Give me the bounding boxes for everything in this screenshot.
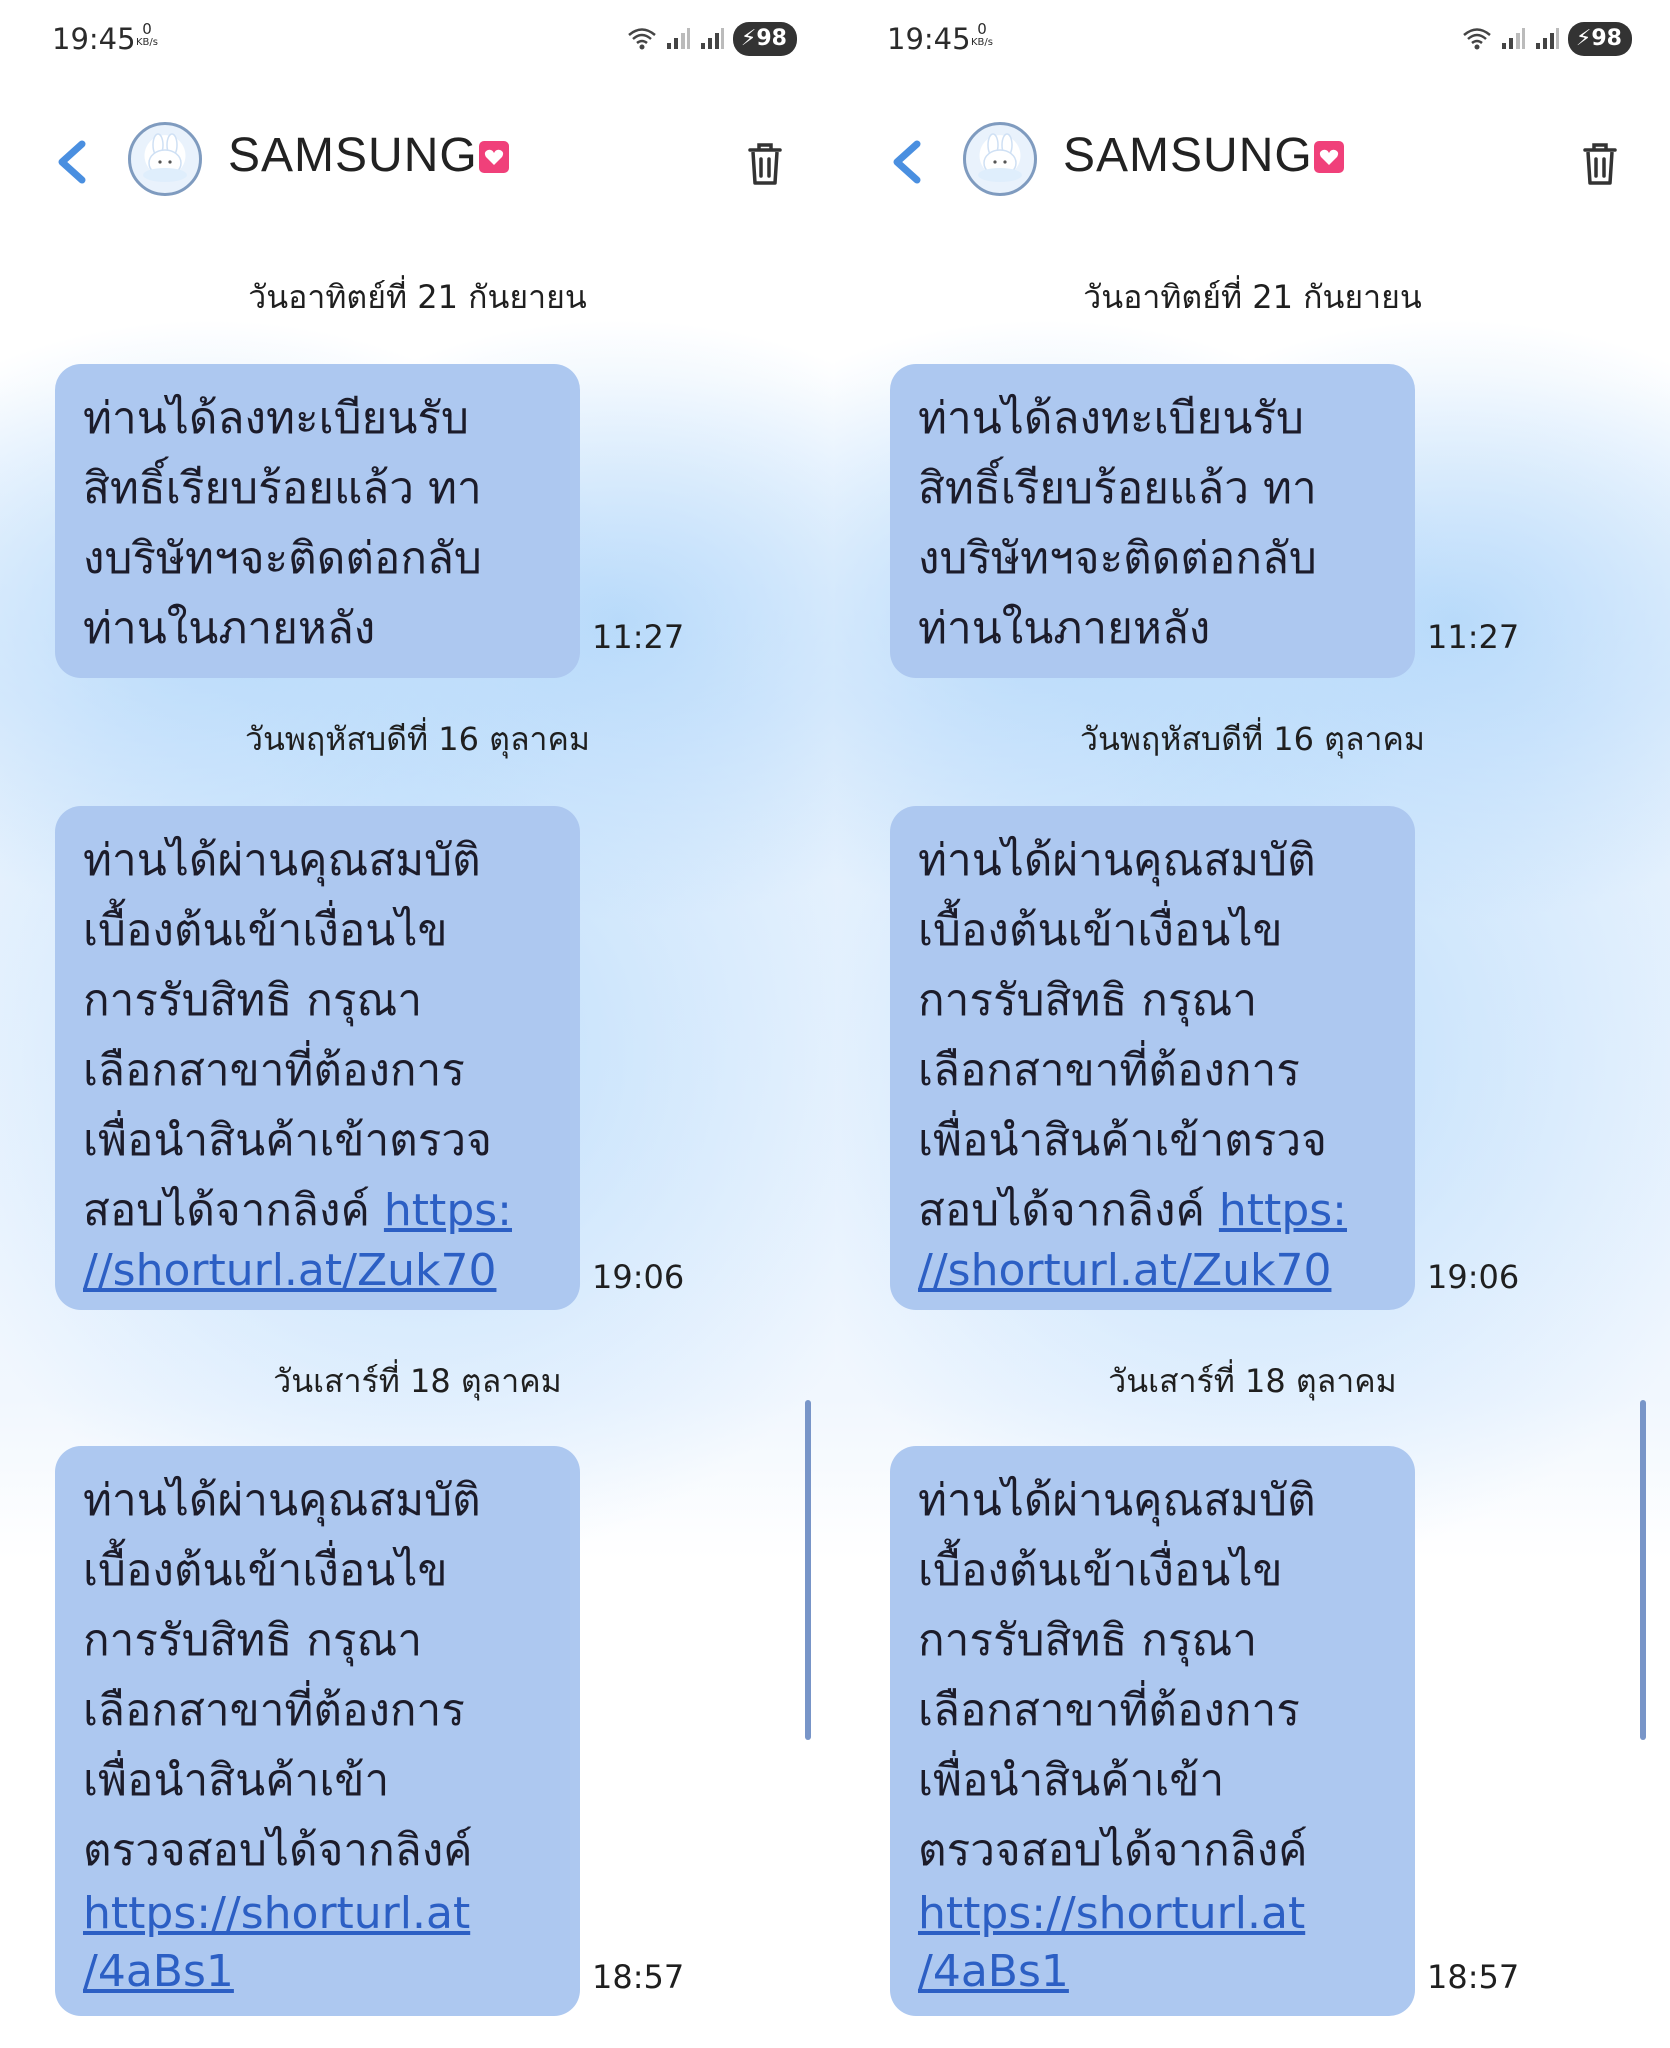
message-time: 18:57 [1427,1958,1520,1996]
signal-icon [665,27,691,51]
contact-name: SAMSUNG [228,129,478,182]
message-bubble[interactable] [890,806,1415,1310]
network-speed-unit: KB/s [971,37,993,48]
status-time: 19:45 [887,22,971,56]
message-bubble[interactable] [890,364,1415,678]
message-line: สิทธิ์เรียบร้อยแล้ว ทา [918,463,1317,514]
status-bar [835,14,1670,64]
battery-icon: ⚡98 [733,22,797,56]
date-separator: วันพฤหัสบดีที่ 16 ตุลาคม [1079,720,1426,758]
date-separator: วันเสาร์ที่ 18 ตุลาคม [273,1362,562,1400]
message-bubble[interactable] [55,806,580,1310]
message-link[interactable]: /4aBs1 [83,1946,234,1997]
message-line [83,1176,552,1246]
signal-icon [1500,27,1526,51]
status-icons [627,22,797,56]
message-time: 18:57 [592,1958,685,1996]
message-line: ท่านได้ผ่านคุณสมบัติ [83,835,481,886]
message-line: ตรวจสอบได้จากลิงค์ [918,1825,1308,1876]
message-bubble[interactable] [55,364,580,678]
message-line: ท่านในภายหลัง [918,603,1211,654]
network-speed [136,22,158,50]
message-line: การรับสิทธิ กรุณา [918,975,1258,1026]
message-line: เบื้องต้นเข้าเงื่อนไข [918,1545,1283,1596]
message-line: งบริษัทฯจะติดต่อกลับ [83,533,482,584]
conversation-header [0,110,835,210]
heart-badge-icon [1313,140,1345,174]
wifi-icon [627,26,657,52]
message-link[interactable]: https://shorturl.at [918,1888,1306,1939]
message-text: สอบได้จากลิงค์ [83,1185,384,1236]
message-line: การรับสิทธิ กรุณา [918,1615,1258,1666]
message-line [83,1942,552,2002]
status-icons [1462,22,1632,56]
message-line [918,1942,1387,2002]
message-line: การรับสิทธิ กรุณา [83,1615,423,1666]
message-line: เบื้องต้นเข้าเงื่อนไข [83,905,448,956]
message-line: ท่านได้ผ่านคุณสมบัติ [918,835,1316,886]
date-separator: วันพฤหัสบดีที่ 16 ตุลาคม [244,720,591,758]
heart-badge-icon [478,140,510,174]
trash-icon[interactable] [1580,140,1620,188]
message-line: เบื้องต้นเข้าเงื่อนไข [83,1545,448,1596]
message-line: เลือกสาขาที่ต้องการ [83,1045,465,1096]
message-line: ท่านได้ลงทะเบียนรับ [83,393,469,444]
message-line: เลือกสาขาที่ต้องการ [83,1685,465,1736]
wifi-icon [1462,26,1492,52]
signal-icon [1534,27,1560,51]
message-line: ท่านได้ผ่านคุณสมบัติ [83,1475,481,1526]
message-time: 11:27 [1427,618,1520,656]
message-line: เบื้องต้นเข้าเงื่อนไข [918,905,1283,956]
network-speed [971,22,993,50]
message-text: สอบได้จากลิงค์ [918,1185,1219,1236]
message-line: สิทธิ์เรียบร้อยแล้ว ทา [83,463,482,514]
date-separator: วันอาทิตย์ที่ 21 กันยายน [1083,278,1422,316]
network-speed-value: 0 [977,20,987,38]
message-line [918,1246,1387,1296]
message-line: เพื่อนำสินค้าเข้า [83,1755,390,1806]
message-line [83,1246,552,1296]
message-line: การรับสิทธิ กรุณา [83,975,423,1026]
screenshot-panel-right [835,0,1670,2048]
battery-icon: ⚡98 [1568,22,1632,56]
message-link[interactable]: //shorturl.at/Zuk70 [83,1245,497,1296]
battery-level: 98 [756,26,787,51]
message-link[interactable]: /4aBs1 [918,1946,1069,1997]
message-time: 19:06 [592,1258,685,1296]
avatar[interactable] [128,122,202,196]
avatar-bunny-icon [966,125,1034,193]
message-link[interactable]: //shorturl.at/Zuk70 [918,1245,1332,1296]
network-speed-value: 0 [142,20,152,38]
message-line: ตรวจสอบได้จากลิงค์ [83,1825,473,1876]
scrollbar[interactable] [1640,1400,1646,1740]
message-line [83,1886,552,1942]
message-line: เพื่อนำสินค้าเข้าตรวจ [918,1115,1327,1166]
message-line: ท่านได้ผ่านคุณสมบัติ [918,1475,1316,1526]
scrollbar[interactable] [805,1400,811,1740]
status-bar [0,14,835,64]
message-time: 11:27 [592,618,685,656]
message-link[interactable]: https://shorturl.at [83,1888,471,1939]
status-time: 19:45 [52,22,136,56]
message-bubble[interactable] [55,1446,580,2016]
message-line: เพื่อนำสินค้าเข้า [918,1755,1225,1806]
trash-icon[interactable] [745,140,785,188]
message-line: เพื่อนำสินค้าเข้าตรวจ [83,1115,492,1166]
network-speed-unit: KB/s [136,37,158,48]
back-arrow-icon[interactable] [52,138,92,186]
message-line: เลือกสาขาที่ต้องการ [918,1045,1300,1096]
battery-level: 98 [1591,26,1622,51]
avatar-bunny-icon [131,125,199,193]
back-arrow-icon[interactable] [887,138,927,186]
message-bubble[interactable] [890,1446,1415,2016]
message-line: ท่านได้ลงทะเบียนรับ [918,393,1304,444]
message-line: เลือกสาขาที่ต้องการ [918,1685,1300,1736]
conversation-header [835,110,1670,210]
date-separator: วันอาทิตย์ที่ 21 กันยายน [248,278,587,316]
date-separator: วันเสาร์ที่ 18 ตุลาคม [1108,1362,1397,1400]
message-line [918,1176,1387,1246]
message-link[interactable]: https: [1218,1185,1347,1236]
signal-icon [699,27,725,51]
message-line [918,1886,1387,1942]
message-time: 19:06 [1427,1258,1520,1296]
message-line: ท่านในภายหลัง [83,603,376,654]
contact-name: SAMSUNG [1063,129,1313,182]
message-line: งบริษัทฯจะติดต่อกลับ [918,533,1317,584]
avatar[interactable] [963,122,1037,196]
message-link[interactable]: https: [383,1185,512,1236]
